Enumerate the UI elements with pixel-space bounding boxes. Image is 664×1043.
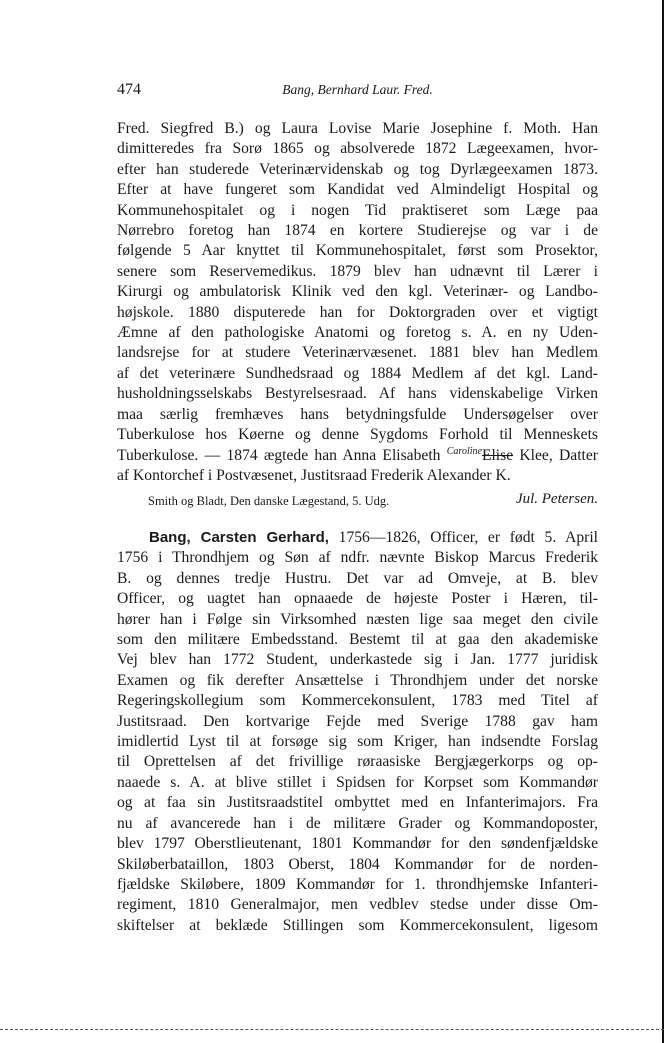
running-title: Bang, Bernhard Laur. Fred. [282,82,433,97]
entry-bang-carsten [117,528,598,936]
text-line: og at faa sin Justitsraadstitel ombyttet med en Infanterimajors. Fra [117,794,598,812]
text-segment: 1756—1826, Officer, er født 5. April [328,529,598,546]
text-line: Vej blev han 1772 Student, underkastede sig i Jan. 1777 juridisk [117,651,598,669]
text-line: naaede s. A. at blive stillet i Spidsen for Korpset som Kommandør [117,773,598,791]
text-line: maa særlig fremhæves hans betydningsfulde Undersøgelser over [117,405,598,423]
source-reference: Smith og Bladt, Den danske Lægestand, 5. Udg. [148,494,390,508]
text-line-with-correction [117,446,598,466]
text-line: imidlertid Lyst til at forsøge sig som Kriger, han indsendte Forslag [117,733,598,751]
text-line: skiftelser at beklæde Stillingen som Kommercekonsulent, ligesom [117,916,598,934]
page-header [117,81,598,105]
text-line: husholdningsselskabs Bestyrelsesraad. Af hans videnskabelige Virken [117,385,598,403]
text-line: Nørrebro foretog han 1874 en kortere Studierejse og var i de [117,222,598,240]
text-line: dimitteredes fra Sorø 1865 og absolverede 1872 Lægeexamen, hvor- [117,140,598,158]
page-number: 474 [117,81,141,98]
text-segment: Tuberkulose. — 1874 ægtede han Anna Elisabeth [117,446,447,464]
text-line: landsrejse for at studere Veterinærvæsenet. 1881 blev han Medlem [117,344,598,362]
entry1-footer [148,491,598,511]
text-line: som den militære Embedsstand. Bestemt til at gaa den akademiske [117,631,598,649]
text-line: følgende 5 Aar knyttet til Kommunehospitalet, først som Prosektor, [117,242,598,260]
text-line: Officer, og uagtet han opnaaede de højeste Poster i Hæren, til- [117,590,598,608]
text-line: af Kontorchef i Postvæsenet, Justitsraad Frederik Alexander K. [117,466,511,484]
entry-bang-bernhard [117,119,598,486]
text-line: Examen og fik derefter Ansættelse i Throndhjem under det norske [117,671,598,689]
text-line: Efter at have fungeret som Kandidat ved Almindeligt Hospital og [117,181,598,199]
text-line: af det veterinære Sundhedsraad og 1884 Medlem af det kgl. Land- [117,364,598,382]
handwritten-insertion: Caroline [446,445,482,457]
text-line: Justitsraad. Den kortvarige Fejde med Sverige 1788 gav ham [117,712,598,730]
text-line: Fred. Siegfred B.) og Laura Lovise Marie Josephine f. Moth. Han [117,120,598,137]
author-signature: Jul. Petersen. [515,491,598,507]
entry2-paragraph [117,528,598,936]
text-line: regiment, 1810 Generalmajor, men vedblev stedse under disse Om- [117,896,598,914]
text-line: Æmne af den pathologiske Anatomi og foretog s. A. en ny Uden- [117,324,598,342]
headword: Bang, Carsten Gerhard, [149,529,329,546]
entry1-paragraph [117,119,598,486]
text-line: senere som Reservemedikus. 1879 blev han udnævnt til Lærer i [117,262,598,280]
text-line: Skiløberbataillon, 1803 Oberst, 1804 Kommandør for de norden- [117,855,598,873]
bottom-rule [0,1029,664,1030]
text-line: nu af avancerede han i de militære Grader og Kommandoposter, [117,814,598,832]
text-line-headword [117,528,598,548]
struck-out-word: Elise [481,446,514,464]
text-line: efter han studerede Veterinærvidenskab og tog Dyrlægeexamen 1873. [117,160,598,178]
text-line: B. og dennes tredje Hustru. Det var ad Omveje, at B. blev [117,569,598,587]
text-line: hører han i Følge sin Virksomhed næsten lige saa meget den civile [117,610,598,628]
text-line: højskole. 1880 disputerede han for Doktorgraden over et vigtigt [117,303,598,321]
text-line: Regeringskollegium som Kommercekonsulent, 1783 med Titel af [117,692,598,710]
text-line: 1756 i Throndhjem og Søn af ndfr. nævnte Biskop Marcus Frederik [117,549,598,567]
text-line: Kirurgi og ambulatorisk Klinik ved den kgl. Veterinær- og Landbo- [117,283,598,301]
text-line: Tuberkulose hos Køerne og denne Sygdoms Forhold til Menneskets [117,426,598,444]
text-line: blev 1797 Oberstlieutenant, 1801 Kommandør for den søndenfjældske [117,835,598,853]
text-line: Kommunehospitalet og i nogen Tid praktiseret som Læge paa [117,201,598,219]
text-segment: Klee, Datter [513,446,599,464]
text-line: fjældske Skiløbere, 1809 Kommandør for 1. throndhjemske Infanteri- [117,875,598,893]
text-line: til Oprettelsen af det frivillige røraasiske Bergjægerkorps og op- [117,753,598,771]
